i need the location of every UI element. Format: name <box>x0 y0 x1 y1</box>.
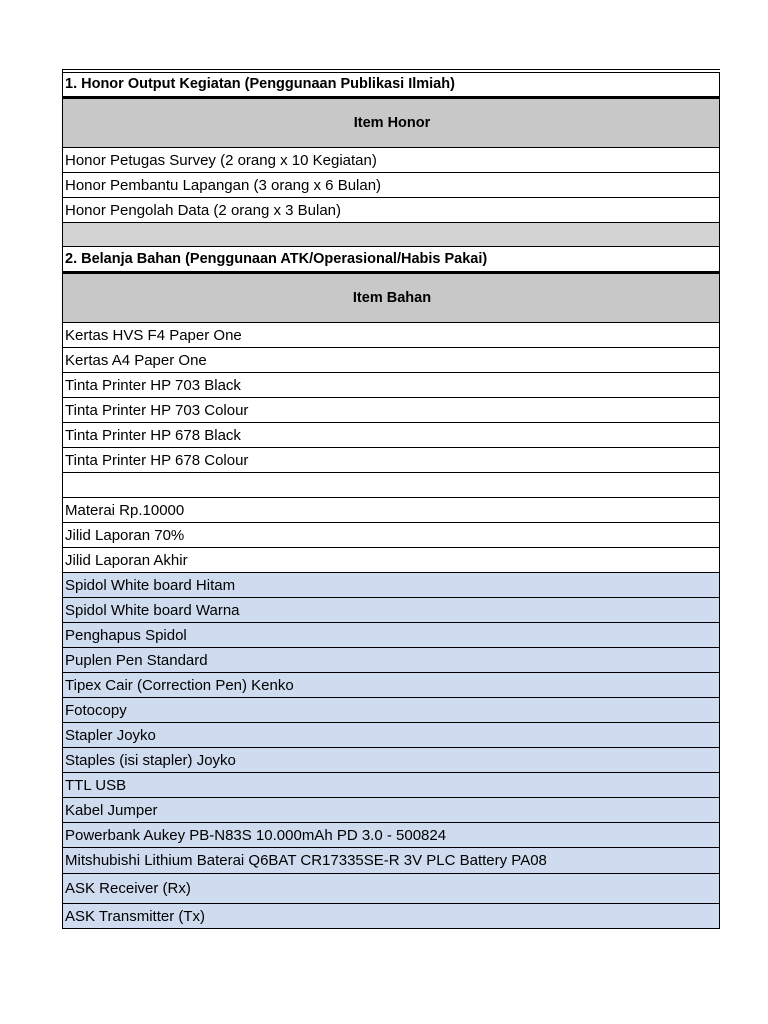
bahan-row-13[interactable]: Penghapus Spidol <box>63 623 720 648</box>
bahan-row-8[interactable]: Materai Rp.10000 <box>63 498 720 523</box>
bahan-row-1[interactable]: Kertas HVS F4 Paper One <box>63 323 720 348</box>
bahan-row-21[interactable]: Powerbank Aukey PB-N83S 10.000mAh PD 3.0 - 500824 <box>63 823 720 848</box>
bahan-row-22[interactable]: Mitshubishi Lithium Baterai Q6BAT CR17335SE-R 3V PLC Battery PA08 <box>63 848 720 874</box>
section-1-header[interactable]: Item Honor <box>63 97 720 148</box>
bahan-row-14[interactable]: Puplen Pen Standard <box>63 648 720 673</box>
bahan-row-20[interactable]: Kabel Jumper <box>63 798 720 823</box>
bahan-row-6[interactable]: Tinta Printer HP 678 Colour <box>63 448 720 473</box>
bahan-row-5[interactable]: Tinta Printer HP 678 Black <box>63 423 720 448</box>
spreadsheet-table <box>62 69 720 929</box>
bahan-row-9[interactable]: Jilid Laporan 70% <box>63 523 720 548</box>
bahan-row-12[interactable]: Spidol White board Warna <box>63 598 720 623</box>
honor-row-2[interactable]: Honor Pembantu Lapangan (3 orang x 6 Bulan) <box>63 173 720 198</box>
bahan-row-16[interactable]: Fotocopy <box>63 698 720 723</box>
bahan-row-2[interactable]: Kertas A4 Paper One <box>63 348 720 373</box>
bahan-row-11[interactable]: Spidol White board Hitam <box>63 573 720 598</box>
honor-row-3[interactable]: Honor Pengolah Data (2 orang x 3 Bulan) <box>63 198 720 223</box>
bahan-row-4[interactable]: Tinta Printer HP 703 Colour <box>63 398 720 423</box>
bahan-row-15[interactable]: Tipex Cair (Correction Pen) Kenko <box>63 673 720 698</box>
section-2-header[interactable]: Item Bahan <box>63 272 720 323</box>
bahan-row-23[interactable]: ASK Receiver (Rx) <box>63 874 720 904</box>
honor-row-1[interactable]: Honor Petugas Survey (2 orang x 10 Kegiatan) <box>63 148 720 173</box>
section-2-title[interactable]: 2. Belanja Bahan (Penggunaan ATK/Operasional/Habis Pakai) <box>63 247 720 272</box>
bahan-row-10[interactable]: Jilid Laporan Akhir <box>63 548 720 573</box>
bahan-row-17[interactable]: Stapler Joyko <box>63 723 720 748</box>
bahan-row-18[interactable]: Staples (isi stapler) Joyko <box>63 748 720 773</box>
section-1-title[interactable]: 1. Honor Output Kegiatan (Penggunaan Publikasi Ilmiah) <box>63 73 720 97</box>
bahan-row-3[interactable]: Tinta Printer HP 703 Black <box>63 373 720 398</box>
bahan-row-19[interactable]: TTL USB <box>63 773 720 798</box>
section-spacer-row[interactable] <box>63 223 720 247</box>
bahan-row-24[interactable]: ASK Transmitter (Tx) <box>63 904 720 929</box>
bahan-row-empty[interactable] <box>63 473 720 498</box>
